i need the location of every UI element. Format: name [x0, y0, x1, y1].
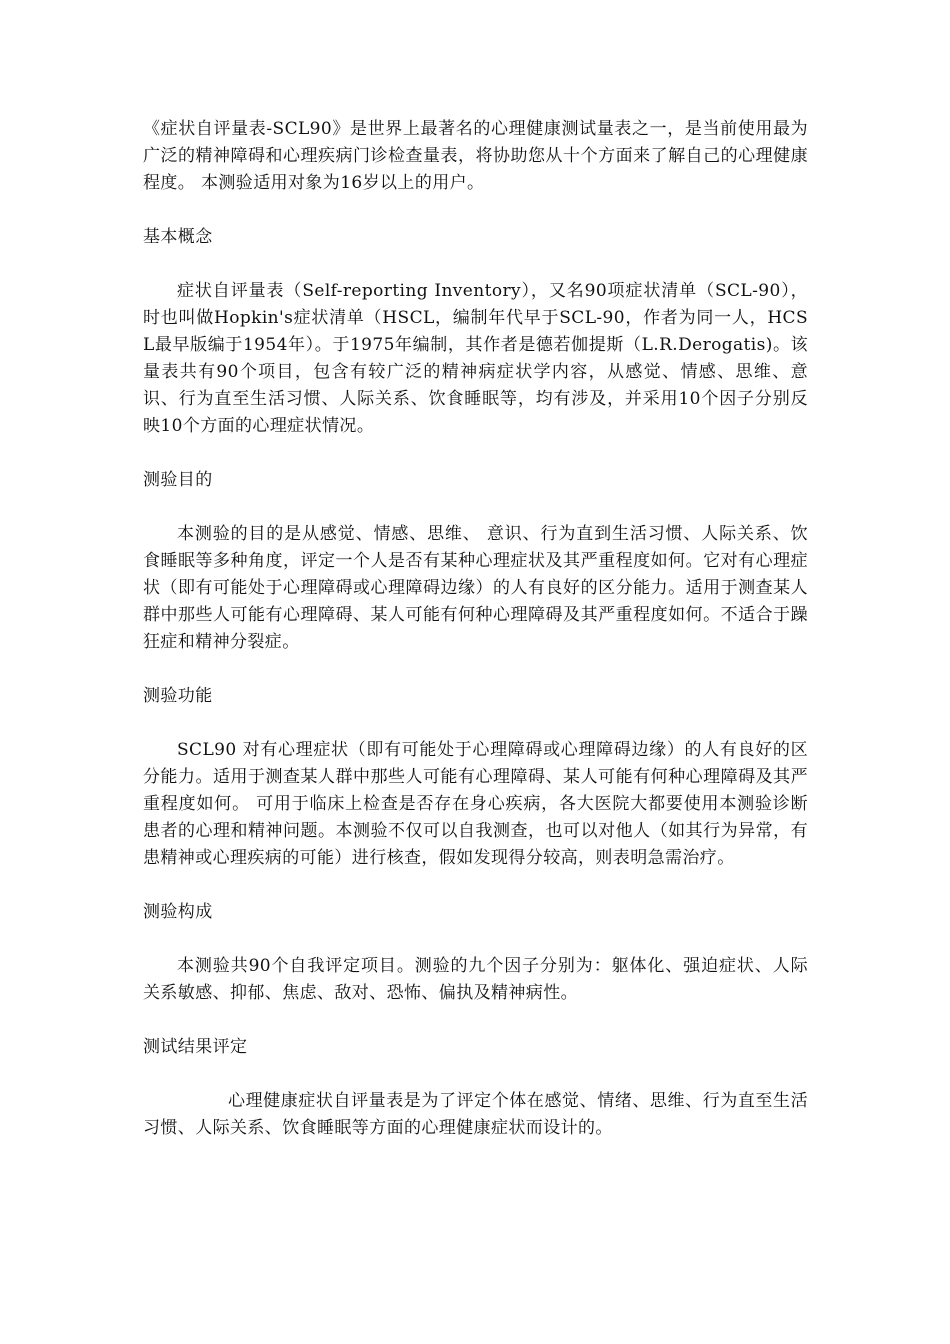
section-heading-test-composition: 测验构成: [143, 902, 213, 922]
section-body-basic-concept: 症状自评量表（Self-reporting Inventory），又名90项症状清单（SCL-90），时也叫做Hopkin's症状清单（HSCL，编制年代早于SCL-90，作者为同一人，HCSL最早版编于1954年）。于1975年编制，其作者是德若伽提斯（L.R.Derogatis)。该量表共有90个项目，包含有较广泛的精神病症状学内容，从感觉、情感、思维、意识、行为直至生活习惯、人际关系、饮食睡眠等，均有涉及，并采用10个因子分别反映10个方面的心理症状情况。: [143, 281, 808, 436]
section-body-test-purpose: 本测验的目的是从感觉、情感、思维、 意识、行为直到生活习惯、人际关系、饮食睡眠等多种角度，评定一个人是否有某种心理症状及其严重程度如何。它对有心理症状（即有可能处于心理障碍或心理障碍边缘）的人有良好的区分能力。适用于测查某人群中那些人可能有心理障碍、某人可能有何种心理障碍及其严重程度如何。不适合于躁狂症和精神分裂症。: [143, 524, 808, 652]
section-body-test-composition: 本测验共90个自我评定项目。测验的九个因子分别为：躯体化、强迫症状、人际关系敏感、抑郁、焦虑、敌对、恐怖、偏执及精神病性。: [143, 956, 808, 1003]
section-body-result-evaluation: 心理健康症状自评量表是为了评定个体在感觉、情绪、思维、行为直至生活习惯、人际关系、饮食睡眠等方面的心理健康症状而设计的。: [143, 1091, 808, 1138]
intro-paragraph: 《症状自评量表-SCL90》是世界上最著名的心理健康测试量表之一，是当前使用最为广泛的精神障碍和心理疾病门诊检查量表，将协助您从十个方面来了解自己的心理健康程度。 本测验适用对象为16岁以上的用户。: [143, 119, 808, 193]
document-content: [143, 116, 808, 1142]
section-heading-test-function: 测验功能: [143, 686, 213, 706]
section-heading-test-purpose: 测验目的: [143, 470, 213, 490]
section-heading-basic-concept: 基本概念: [143, 227, 213, 247]
section-body-test-function: SCL90 对有心理症状（即有可能处于心理障碍或心理障碍边缘）的人有良好的区分能力。适用于测查某人群中那些人可能有心理障碍、某人可能有何种心理障碍及其严重程度如何。 可用于临床上检查是否存在身心疾病，各大医院大都要使用本测验诊断患者的心理和精神问题。本测验不仅可以自我测查，也可以对他人（如其行为异常，有患精神或心理疾病的可能）进行核查，假如发现得分较高，则表明急需治疗。: [143, 740, 808, 868]
section-heading-result-evaluation: 测试结果评定: [143, 1037, 248, 1057]
